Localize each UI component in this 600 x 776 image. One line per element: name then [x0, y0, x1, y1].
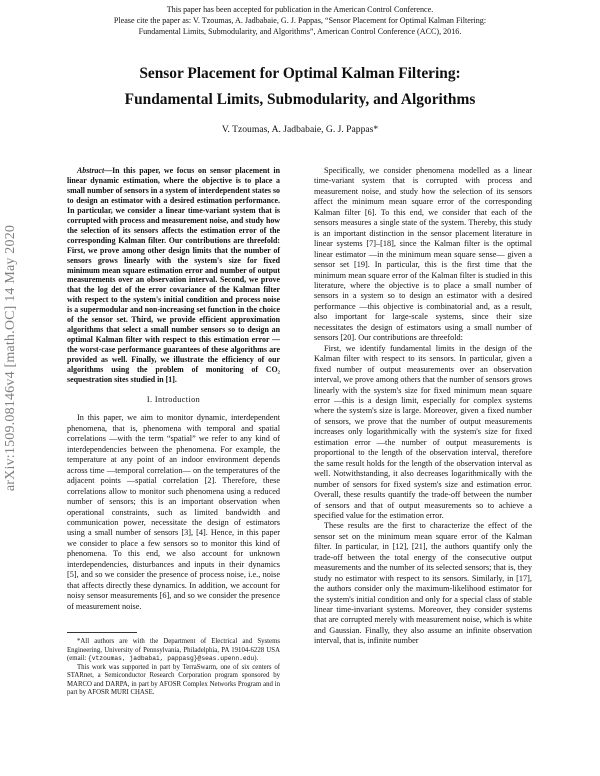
footnote-funding: This work was supported in part by TerraSwarm, one of six centers of STARnet, a Semiconductor Research Corporation program sponsored by MARCO and DARPA, in part by AFOSR Complex Networks Program and in part by AFOSR MURI CHASE.: [67, 663, 280, 697]
title-line: Fundamental Limits, Submodularity, and Algorithms: [124, 91, 476, 108]
footnote: [67, 638, 280, 698]
title-line: Sensor Placement for Optimal Kalman Filtering:: [139, 65, 461, 82]
body-paragraph: First, we identify fundamental limits in the design of the Kalman filter with respect to its sensors. In particular, given a fixed number of output measurements over an observation interval, we prove among others that the number of sensors grows linearly with the system's size for fixed minimum mean square error —this is a design limit, especially for complex systems where the system's size is large. Moreover, given a fixed number of sensors, we prove that the number of output measurements increases only logarithmically with the system's size for fixed estimation error —the number of output measurements is proportional to the length of the observation interval, therefore the same result holds for the length of the observation interval as well. Notwithstanding, it also decreases logarithmically with the number of sensors for fixed system's size and estimation error. Overall, these results quantify the trade-off between the number of sensors and that of output measurements so to achieve a specified value for the estimation error.: [314, 343, 532, 520]
paper-authors: V. Tzoumas, A. Jadbabaie, G. J. Pappas*: [221, 124, 379, 135]
right-column: [314, 166, 532, 647]
body-paragraph: These results are the first to characterize the effect of the sensor set on the minimum mean square error of the Kalman filter. In particular, in [12], [21], the authors quantify only the trade-off between the total energy of the consecutive output measurements and the number of its selected sensors; that is, they study no estimator with respect to its sensors. Similarly, in [17], the authors consider only the maximum-likelihood estimator for the system's initial condition and only for a special class of stable linear time-invariant systems. Moreover, they consider systems that are corrupted merely with measurement noise, which is white and Gaussian. Finally, they also assume an infinite observation interval, that is, infinite number: [314, 521, 532, 646]
arxiv-stamp-text: arXiv:1509.08146v4 [math.OC] 14 May 2020: [3, 224, 18, 492]
arxiv-stamp: [0, 148, 22, 568]
footnote-divider: [67, 632, 137, 633]
header-line: Fundamental Limits, Submodularity, and Algorithms”, American Control Conference (ACC), 2016.: [138, 26, 462, 36]
author-emails: {vtzoumas, jadbabai, pappasg}@seas.upenn.edu: [87, 655, 255, 663]
abstract-lead: Abstract: [77, 166, 105, 175]
abstract: [67, 166, 280, 385]
intro-paragraph: In this paper, we aim to monitor dynamic, interdependent phenomena, that is, phenomena with temporal and spatial correlations —with the term “spatial” we refer to any kind of interdependencies between the phenomena. For example, the temperature at any point of an indoor environment depends across time —temporal correlation— on the temperatures of the adjacent points —spatial correlation [2]. Therefore, these correlations allow to monitor such phenomena using a reduced number of sensors; this is an important observation when operational constraints, such as limited bandwidth and communication power, necessitate the design of estimators using a small number of sensors [3], [4]. Hence, in this paper we consider to place a few sensors so to monitor this kind of phenomena. To this end, we also account for unknown interdependencies, disturbances and inputs in their dynamics [5], and so we consider the presence of process noise, i.e., noise that affects directly these dynamics. In addition, we account for noisy sensor measurements [6], and so we consider the presence of measurement noise.: [67, 413, 280, 611]
left-column: [67, 166, 280, 698]
section-heading: I. Introduction: [146, 394, 201, 404]
publication-header: [0, 5, 600, 37]
paper-title: [0, 61, 600, 113]
abstract-text: —In this paper, we focus on sensor placement in linear dynamic estimation, where the objective is to place a small number of sensors in a system of interdependent states so to design an estimator with a desired estimation performance. In particular, we consider a linear time-variant system that is corrupted with process and measurement noise, and study how the selection of its sensors affects the estimation error of the corresponding Kalman filter. Our contributions are threefold: First, we prove among other design limits that the number of sensors grows linearly with the system's size for fixed minimum mean square estimation error and number of output measurements over an observation interval. Second, we prove that the log det of the error covariance of the Kalman filter with respect to the system's initial condition and process noise is a supermodular and non-increasing set function in the choice of the sensor set. Third, we provide efficient approximation algorithms that select a small number sensors so to design an optimal Kalman filter with respect to this estimation error —the worst-case performance guarantees of these algorithms are provided as well. Finally, we illustrate the efficiency of our algorithms using the problem of monitoring of CO₂ sequestration sites studied in [1].: [67, 166, 280, 385]
header-line: This paper has been accepted for publication in the American Control Conference.: [166, 5, 434, 14]
footnote-affiliation: *All authors are with the Department of Electrical and Systems Engineering, University of Pennsylvania, Philadelphia, PA 19104-6228 USA (email: {vtzoumas, jadbabai, pappasg}@seas.upenn.edu).: [67, 638, 280, 663]
header-line: Please cite the paper as: V. Tzoumas, A. Jadbabaie, G. J. Pappas, “Sensor Placement for Optimal Kalman Filtering:: [113, 15, 487, 25]
body-paragraph: Specifically, we consider phenomena modelled as a linear time-variant system that is corrupted with process and measurement noise, and study how the selection of its sensors affect the minimum mean square error of the corresponding Kalman filter [6]. To this end, we consider that each of the sensors measures a single state of the system. Thereby, this study is an important distinction in the sensor placement literature in linear systems [7]–[18], since the Kalman filter is the optimal linear estimator —in the minimum mean square sense— given a sensor set [19]. In particular, this is the first time that the minimum mean square error of the Kalman filter is studied in this literature, where the objective is to place a small number of sensors in a system so to design an estimator with a desired performance —this objective is combinatorial and, as a result, also important for large-scale systems, since their size necessitates the design of estimators using a small number of sensors [20]. Our contributions are threefold:: [314, 166, 532, 343]
